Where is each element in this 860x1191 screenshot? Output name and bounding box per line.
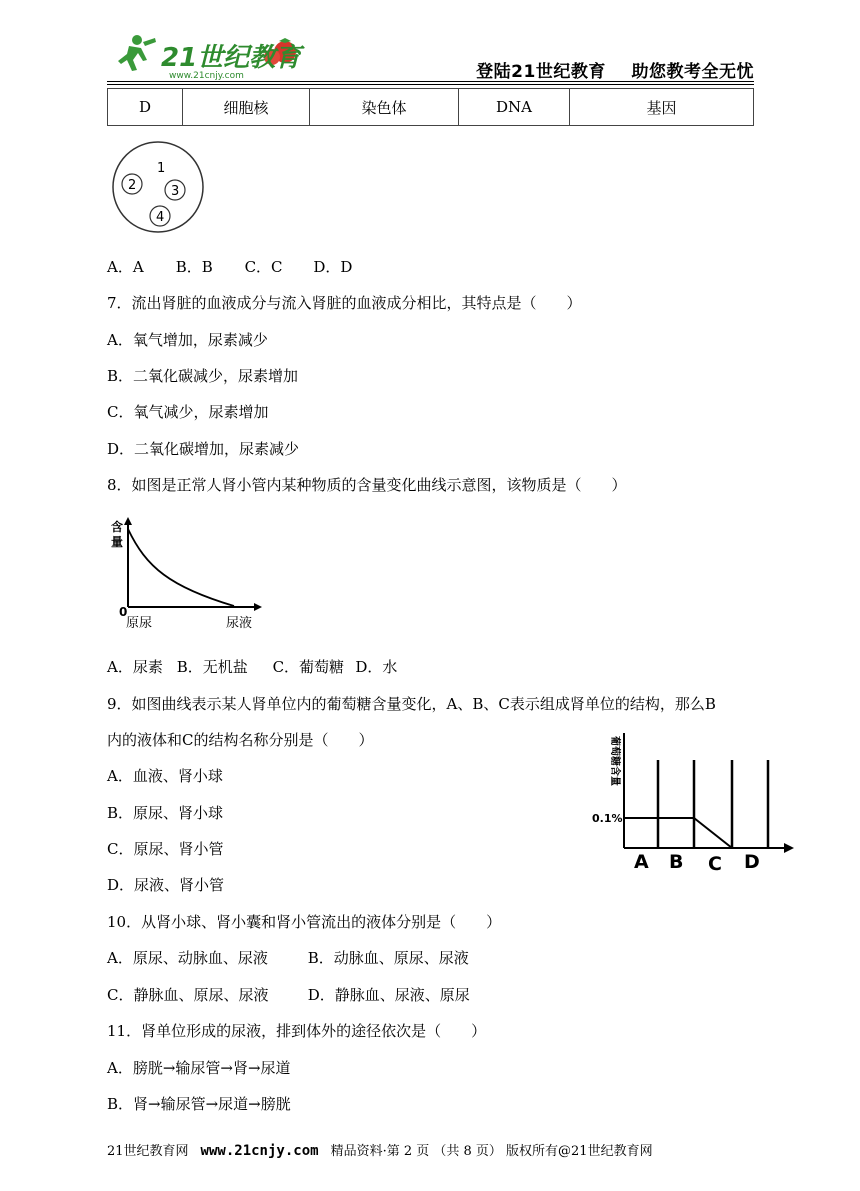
- option: D．D: [313, 258, 353, 276]
- option: C．C: [244, 258, 283, 276]
- table-cell: DNA: [459, 89, 570, 126]
- option: C．静脉血、原尿、尿液: [107, 986, 269, 1004]
- q9-stem-line2: 内的液体和C的结构名称分别是（ ）: [107, 731, 374, 749]
- table-row: [108, 89, 754, 126]
- footer-right: 精品资料·第 2 页 （共 8 页） 版权所有@21世纪教育网: [330, 1144, 653, 1159]
- q8-x-start-label: 原尿: [126, 616, 153, 631]
- running-figure-icon: [118, 35, 156, 71]
- header-rule: [107, 81, 754, 82]
- option: C．葡萄糖: [272, 658, 345, 676]
- q9-option-d: D．尿液、肾小管: [107, 876, 225, 894]
- q8-ylabel-bottom: 量: [111, 535, 124, 549]
- q7-option-d: D．二氧化碳增加，尿素减少: [107, 440, 300, 458]
- option: B．动脉血、原尿、尿液: [307, 949, 469, 967]
- page-header: [107, 30, 754, 84]
- nested-circles-figure: [106, 140, 210, 234]
- q9-level-label: 0.1%: [592, 812, 623, 825]
- q11-option-b: B．肾→输尿管→尿道→膀胱: [107, 1095, 291, 1113]
- answer-table: [107, 88, 754, 126]
- header-title: 登陆21世纪教育 助您教考全无忧: [476, 62, 754, 82]
- option: B．B: [175, 258, 213, 276]
- option: D．静脉血、尿液、原尿: [307, 986, 470, 1004]
- q8-x-end-label: 尿液: [226, 616, 253, 631]
- q9-glucose-chart: [582, 728, 802, 878]
- q8-curve-chart: [108, 515, 268, 635]
- option: B．无机盐: [176, 658, 248, 676]
- q8-ylabel-top: 含: [111, 520, 124, 534]
- q9-label-d: D: [744, 851, 760, 873]
- logo: [107, 30, 307, 82]
- q8-options: [107, 656, 397, 677]
- q9-ylabel: 葡萄糖含量: [609, 736, 620, 786]
- q10-options-row1: [107, 947, 469, 968]
- option: A．A: [107, 258, 144, 276]
- q9-stem-line1: 9．如图曲线表示某人肾单位内的葡萄糖含量变化，A、B、C表示组成肾单位的结构，那么B: [107, 695, 716, 713]
- q6-options: [107, 256, 352, 277]
- q9-option-a: A．血液、肾小球: [107, 767, 223, 785]
- table-cell: 染色体: [310, 89, 459, 126]
- q7-stem: 7．流出肾脏的血液成分与流入肾脏的血液成分相比，其特点是（ ）: [107, 294, 582, 312]
- option: D．水: [355, 658, 398, 676]
- logo-url: www.21cnjy.com: [169, 71, 244, 81]
- q11-option-a: A．膀胱→输尿管→肾→尿道: [107, 1059, 291, 1077]
- q10-options-row2: [107, 984, 470, 1005]
- q8-origin-label: 0: [119, 605, 128, 619]
- q10-stem: 10．从肾小球、肾小囊和肾小管流出的液体分别是（ ）: [107, 913, 502, 931]
- q9-option-b: B．原尿、肾小球: [107, 804, 224, 822]
- page-footer: [107, 1140, 653, 1159]
- table-cell: 细胞核: [183, 89, 310, 126]
- table-cell: 基因: [570, 89, 754, 126]
- q7-option-a: A．氧气增加，尿素减少: [107, 331, 268, 349]
- logo-text: 21世纪教育: [161, 43, 302, 73]
- table-cell: D: [108, 89, 183, 126]
- q9-label-c: C: [708, 853, 722, 875]
- circle-label-1: 1: [157, 161, 166, 176]
- footer-site-link[interactable]: www.21cnjy.com: [200, 1143, 319, 1159]
- circle-label-3: 3: [171, 184, 180, 199]
- q9-label-a: A: [634, 851, 649, 873]
- option: A．尿素: [107, 658, 163, 676]
- circle-label-2: 2: [128, 178, 137, 193]
- circle-label-4: 4: [156, 210, 165, 225]
- header-rule-thin: [107, 84, 754, 85]
- option: A．原尿、动脉血、尿液: [107, 949, 268, 967]
- footer-left: 21世纪教育网: [107, 1144, 189, 1159]
- q9-option-c: C．原尿、肾小管: [107, 840, 224, 858]
- q9-label-b: B: [669, 851, 684, 873]
- q7-option-b: B．二氧化碳减少，尿素增加: [107, 367, 299, 385]
- q7-option-c: C．氧气减少，尿素增加: [107, 403, 269, 421]
- q8-stem: 8．如图是正常人肾小管内某种物质的含量变化曲线示意图，该物质是（ ）: [107, 476, 627, 494]
- q11-stem: 11．肾单位形成的尿液，排到体外的途径依次是（ ）: [107, 1022, 487, 1040]
